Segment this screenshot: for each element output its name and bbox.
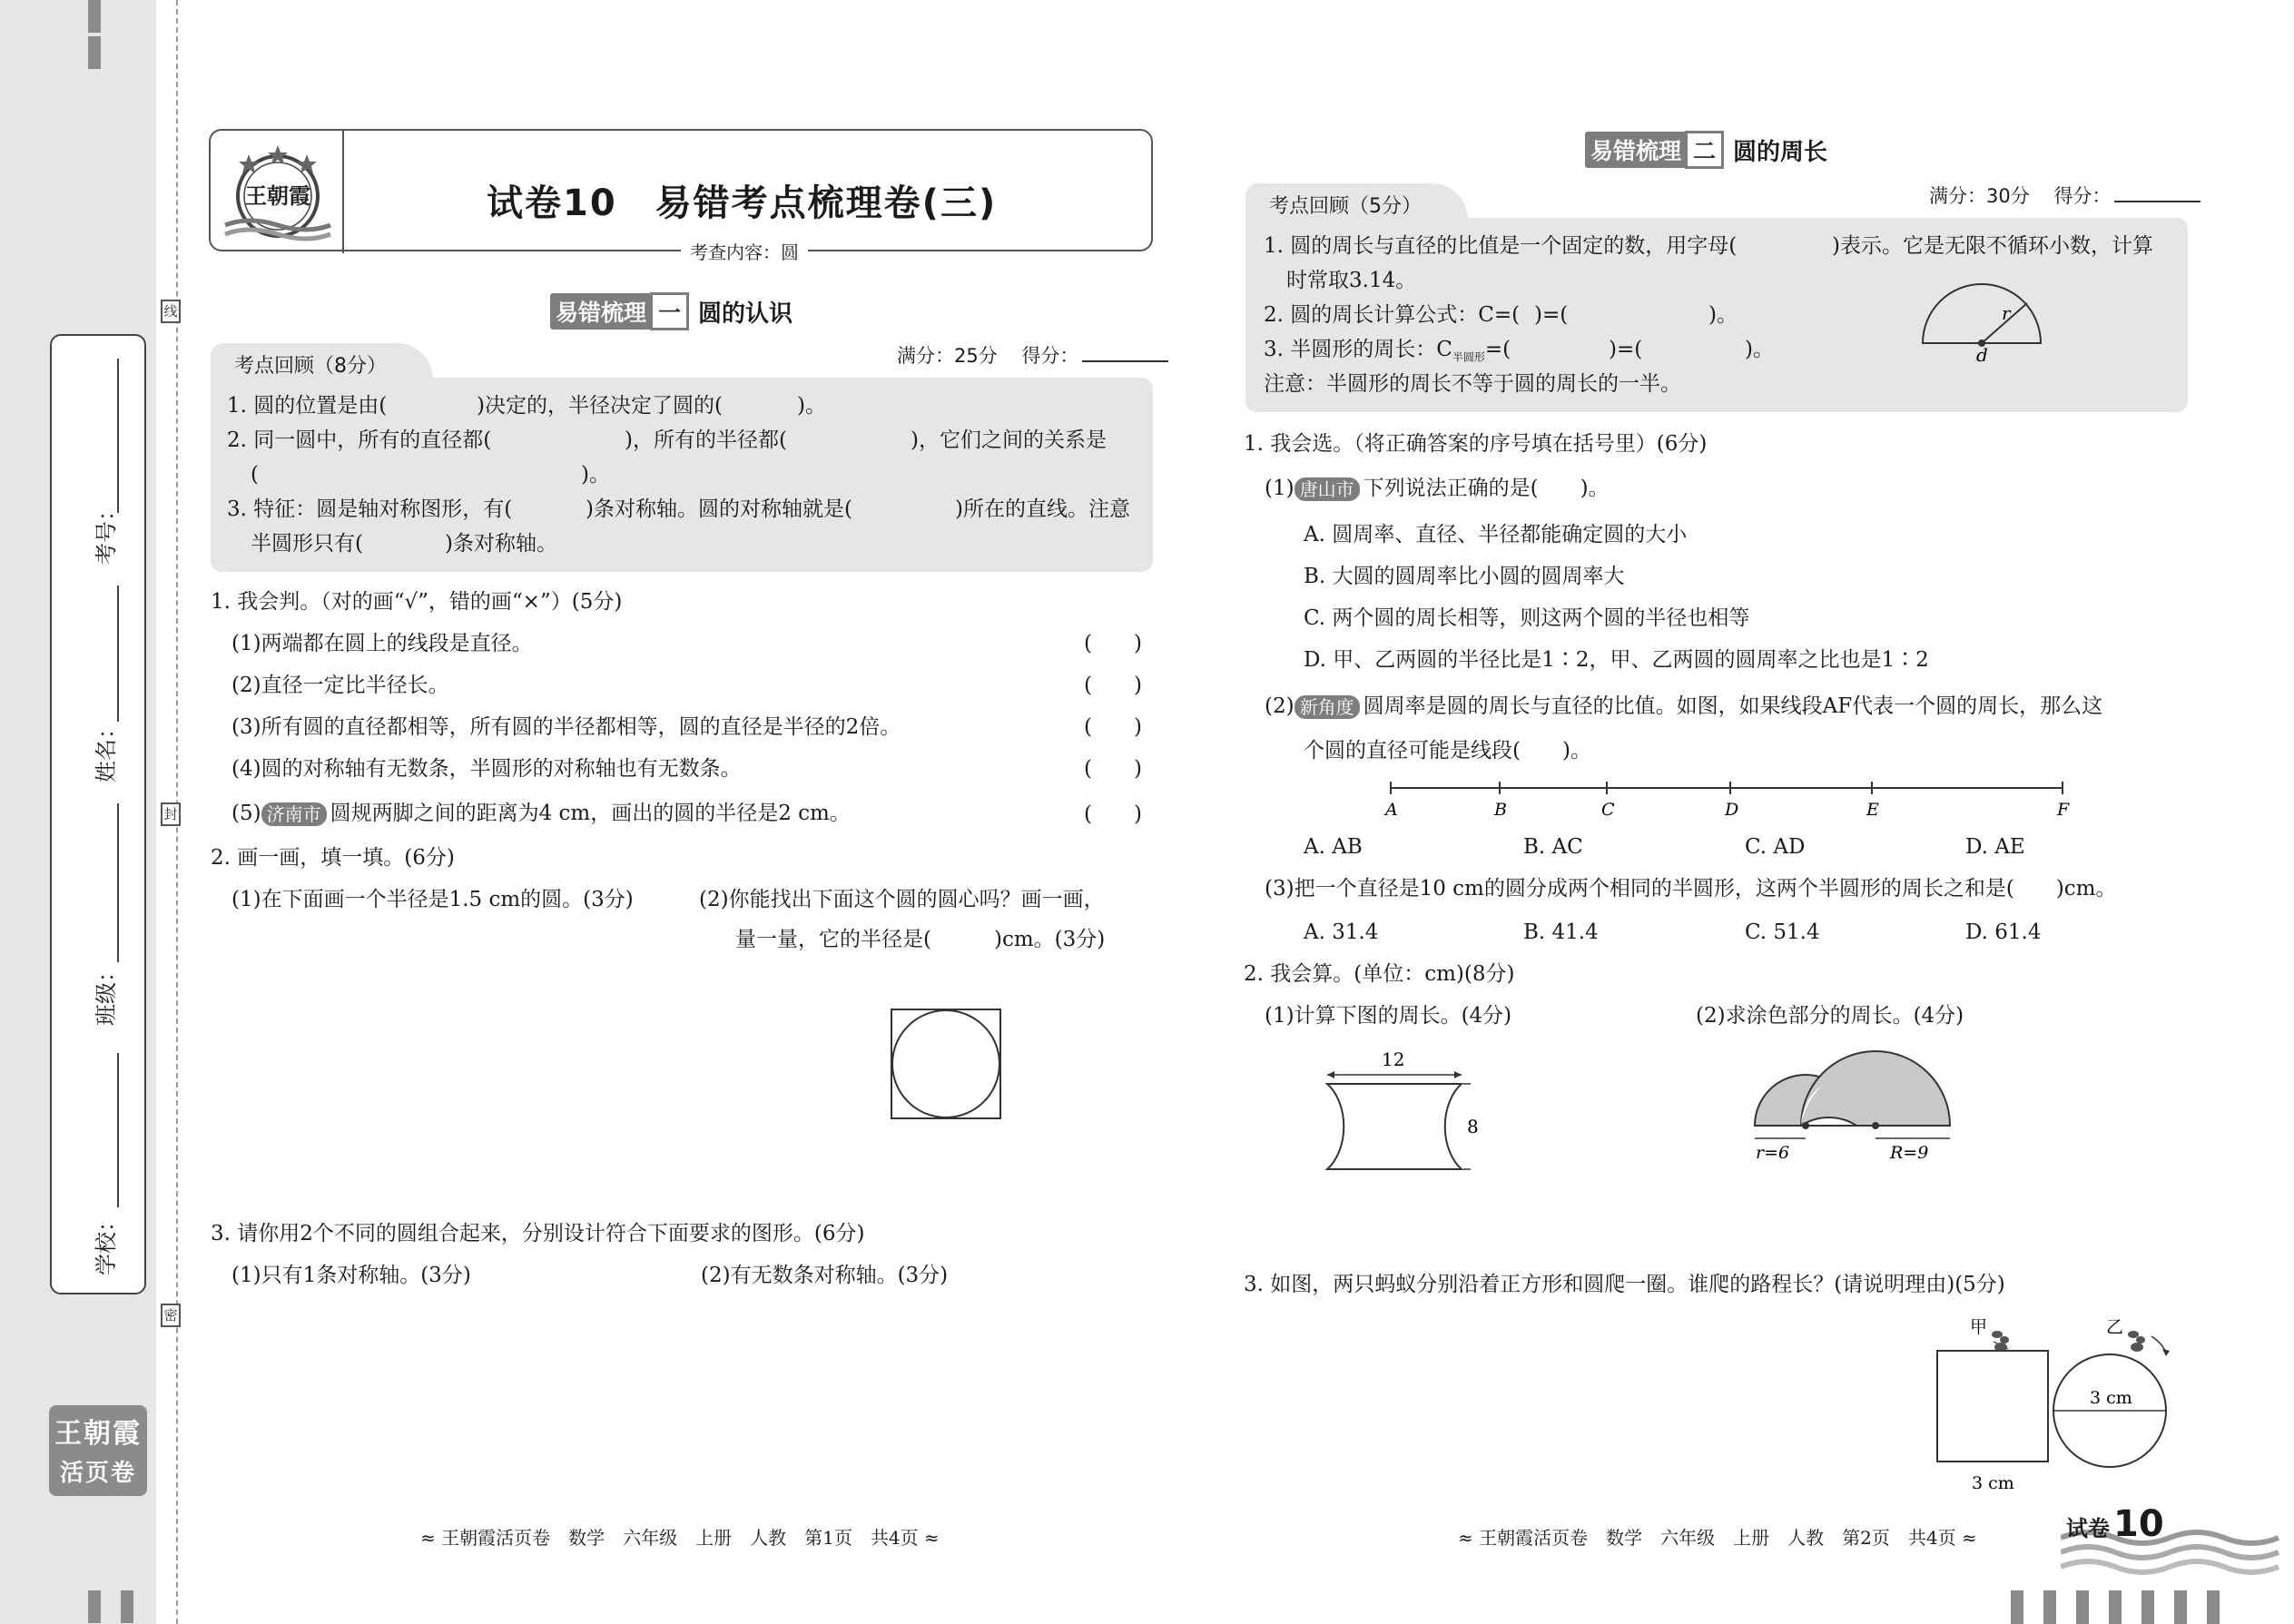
exam-number-line[interactable] <box>117 359 119 513</box>
angle-badge: 新角度 <box>1295 695 1360 719</box>
option: B. 41.4 <box>1523 920 1599 944</box>
score-blank[interactable] <box>1082 360 1168 362</box>
point-label: B <box>1494 800 1507 820</box>
review-line-3 <box>1264 340 1511 363</box>
option: D. 甲、乙两圆的半径比是1∶2，甲、乙两圆的圆周率之比也是1∶2 <box>1304 648 1929 672</box>
answer-bracket[interactable]: ( ) <box>1084 757 1142 781</box>
field-label: 考号： <box>94 499 119 565</box>
judge-item: (1)两端都在圆上的线段是直径。 <box>231 632 533 655</box>
review-text: )，它们之间的关系是 <box>911 428 1107 452</box>
binding-ticks-right <box>2011 1590 2283 1624</box>
review-tab-right: 考点回顾（5分） <box>1245 183 1468 226</box>
choice-stem-3: (3)把一个直径是10 cm的圆分成两个相同的半圆形，这两个半圆形的周长之和是( )cm。 <box>1265 877 2117 901</box>
option: C. 51.4 <box>1745 920 1820 944</box>
brand-logo <box>49 1405 147 1496</box>
review-text: )表示。它是无限不循环小数，计算 <box>1832 234 2153 258</box>
review-text: 3. 特征：圆是轴对称图形，有( <box>227 497 513 521</box>
subscript: 半圆形 <box>1452 350 1485 364</box>
score-left <box>897 341 1168 369</box>
judge-item: (3)所有圆的直径都相等，所有圆的半径都相等，圆的直径是半径的2倍。 <box>231 715 901 739</box>
item-text: 个圆的直径可能是线段( )。 <box>1304 739 1591 763</box>
publisher-seal-icon <box>222 138 334 245</box>
shaded-semicircles-figure <box>1743 1042 1961 1169</box>
review-text: 2. 圆的周长计算公式：C=( <box>1264 303 1521 327</box>
square-side-label: 3 cm <box>1972 1473 2014 1493</box>
review-text: )。 <box>581 463 610 487</box>
score-right <box>1929 182 2200 209</box>
ant-icon <box>1992 1331 2009 1352</box>
question-title: 2. 画一画，填一填。(6分) <box>211 846 455 870</box>
review-text: 1. 圆的周长与直径的比值是一个固定的数，用字母( <box>1264 234 1738 258</box>
field-label: 班级： <box>94 960 119 1026</box>
point-label: D <box>1725 800 1739 820</box>
review-note: 注意：半圆形的周长不等于圆的周长的一半。 <box>1264 372 1681 396</box>
question-title: 3. 如图，两只蚂蚁分别沿着正方形和圆爬一圈。谁爬的路程长？(请说明理由)(5分) <box>1244 1273 2005 1296</box>
option: D. AE <box>1965 835 2025 859</box>
subtitle-row <box>209 238 1153 265</box>
sub-question: (1)只有1条对称轴。(3分) <box>231 1264 471 1287</box>
option: C. 两个圆的周长相等，则这两个圆的半径也相等 <box>1304 606 1750 630</box>
section-tag-label: 易错梳理 <box>1585 132 1687 168</box>
option: B. 大圆的圆周率比小圆的圆周率大 <box>1304 565 1625 588</box>
answer-bracket[interactable]: ( ) <box>1084 715 1142 739</box>
section-tag-name: 圆的认识 <box>698 300 793 328</box>
section-tag-label: 易错梳理 <box>550 293 652 330</box>
review-text: )。 <box>797 394 826 418</box>
option: C. AD <box>1745 835 1806 859</box>
option: B. AC <box>1523 835 1583 859</box>
city-badge: 唐山市 <box>1295 477 1360 501</box>
student-info-box <box>50 334 146 1294</box>
item-prefix: (1) <box>1265 477 1295 500</box>
footer-left: ≈ 王朝霞活页卷 数学 六年级 上册 人教 第1页 共4页 ≈ <box>420 1527 940 1549</box>
subtitle: 考查内容：圆 <box>681 238 808 264</box>
small-radius-label: r=6 <box>1756 1143 1790 1163</box>
option: A. 圆周率、直径、半径都能确定圆的大小 <box>1304 523 1688 546</box>
review-text: )=( <box>1609 338 1643 361</box>
diameter-label: d <box>1976 344 1988 363</box>
item-text: 圆周率是圆的周长与直径的比值。如图，如果线段AF代表一个圆的周长，那么这 <box>1363 694 2103 718</box>
review-text: )=( <box>1534 303 1569 327</box>
point-label: C <box>1601 800 1615 820</box>
answer-bracket[interactable]: ( ) <box>1084 802 1142 826</box>
sub-question: (1)计算下图的周长。(4分) <box>1265 1004 1512 1028</box>
point-label: E <box>1866 800 1879 820</box>
svg-text:王朝霞: 王朝霞 <box>245 182 310 209</box>
ant-label-jia: 甲 <box>1970 1317 1988 1337</box>
judge-item: (2)直径一定比半径长。 <box>231 674 449 697</box>
review-text: ( <box>251 463 259 487</box>
point-label: A <box>1385 800 1398 820</box>
sub-question: (2)你能找出下面这个圆的圆心吗？画一画， <box>699 888 1105 911</box>
review-text: 半圆形只有( <box>251 532 363 556</box>
question-title: 1. 我会判。（对的画“√”，错的画“×”）(5分) <box>211 590 623 614</box>
name-line[interactable] <box>117 586 119 722</box>
item-prefix: (5) <box>231 802 261 825</box>
height-label: 8 <box>1467 1116 1479 1137</box>
width-label: 12 <box>1382 1048 1405 1070</box>
field-label: 姓名： <box>94 717 119 782</box>
item-text: 下列说法正确的是( )。 <box>1363 477 1610 500</box>
sub-question: (1)在下面画一个半径是1.5 cm的圆。(3分) <box>231 888 634 911</box>
bind-mark-feng: 封 <box>161 802 181 826</box>
sub-question: 量一量，它的半径是( )cm。(3分) <box>735 928 1106 951</box>
option: D. 61.4 <box>1965 920 2042 944</box>
item-prefix: (2) <box>1265 694 1295 718</box>
paper-number-label: 试卷 <box>2066 1516 2110 1541</box>
bind-mark-xian: 线 <box>161 300 181 323</box>
review-text: )。 <box>1745 338 1774 361</box>
review-text: )条对称轴。圆的对称轴就是( <box>586 497 852 521</box>
score-blank[interactable] <box>2114 201 2200 202</box>
semicircle-figure <box>1920 281 2043 363</box>
section-tag-number: 二 <box>1685 131 1724 169</box>
section-tag-2 <box>1585 131 1827 169</box>
circle-diameter-label: 3 cm <box>2090 1388 2132 1408</box>
large-radius-label: R=9 <box>1890 1143 1929 1163</box>
binding-ticks-top <box>88 0 143 33</box>
answer-bracket[interactable]: ( ) <box>1084 632 1142 655</box>
review-text: )条对称轴。 <box>445 532 557 556</box>
binding-ticks-bottom <box>88 1590 179 1624</box>
score-label: 得分： <box>1021 345 1079 367</box>
section-tag-1 <box>550 292 793 330</box>
square-with-circle-figure <box>890 1008 1004 1122</box>
review-tab-left: 考点回顾（8分） <box>211 343 433 386</box>
ant-label-yi: 乙 <box>2106 1317 2124 1337</box>
question-title: 3. 请你用2个不同的圆组合起来，分别设计符合下面要求的图形。(6分) <box>211 1222 865 1245</box>
review-text: =( <box>1484 338 1511 361</box>
ant-square-circle-figure <box>1925 1313 2197 1494</box>
judge-item: (4)圆的对称轴有无数条，半圆形的对称轴也有无数条。 <box>231 757 742 781</box>
question-title: 1. 我会选。（将正确答案的序号填在括号里）(6分) <box>1244 432 1708 456</box>
option: A. 31.4 <box>1304 920 1379 944</box>
sub-question: (2)求涂色部分的周长。(4分) <box>1696 1004 1964 1028</box>
review-text: )所在的直线。注意 <box>955 497 1130 521</box>
page-title: 试卷10 易错考点梳理卷(三) <box>487 182 998 224</box>
paper-number <box>2066 1503 2164 1545</box>
ant-icon <box>2128 1331 2145 1352</box>
bind-mark-mi: 密 <box>161 1304 181 1327</box>
full-score: 满分：30分 <box>1929 185 2030 207</box>
section-tag-number: 一 <box>650 292 689 330</box>
choice-stem-2 <box>1265 695 2102 719</box>
judge-item-5 <box>231 802 851 826</box>
brand-logo-line1: 王朝霞 <box>54 1418 142 1450</box>
review-text: )。 <box>1708 303 1738 327</box>
score-label: 得分： <box>2053 185 2112 207</box>
footer-right: ≈ 王朝霞活页卷 数学 六年级 上册 人教 第2页 共4页 ≈ <box>1458 1527 1977 1549</box>
review-text: )决定的，半径决定了圆的( <box>477 394 723 418</box>
review-text: 时常取3.14。 <box>1286 269 1417 292</box>
paper-number-value: 10 <box>2113 1503 2164 1545</box>
point-label: F <box>2057 800 2070 820</box>
sub-question: (2)有无数条对称轴。(3分) <box>701 1264 949 1287</box>
review-text: 2. 同一圆中，所有的直径都( <box>227 428 492 452</box>
radius-label: r <box>2002 302 2011 324</box>
section-tag-name: 圆的周长 <box>1733 138 1828 166</box>
concave-shape-figure <box>1316 1046 1498 1180</box>
school-line[interactable] <box>117 1053 119 1207</box>
full-score: 满分：25分 <box>897 345 998 367</box>
review-text: )，所有的半径都( <box>625 428 787 452</box>
city-badge: 济南市 <box>261 802 327 826</box>
choice-stem-1 <box>1265 477 1610 501</box>
review-text: 3. 半圆形的周长：C <box>1264 338 1452 361</box>
option: A. AB <box>1304 835 1363 859</box>
segment-AF-figure <box>1380 779 2079 821</box>
answer-bracket[interactable]: ( ) <box>1084 674 1142 697</box>
question-title: 2. 我会算。(单位：cm)(8分) <box>1244 962 1515 986</box>
brand-logo-line2: 活页卷 <box>59 1460 136 1487</box>
review-text: 1. 圆的位置是由( <box>227 394 388 418</box>
item-text: 圆规两脚之间的距离为4 cm，画出的圆的半径是2 cm。 <box>330 802 851 825</box>
class-line[interactable] <box>117 803 119 962</box>
field-label: 学校： <box>94 1210 119 1275</box>
